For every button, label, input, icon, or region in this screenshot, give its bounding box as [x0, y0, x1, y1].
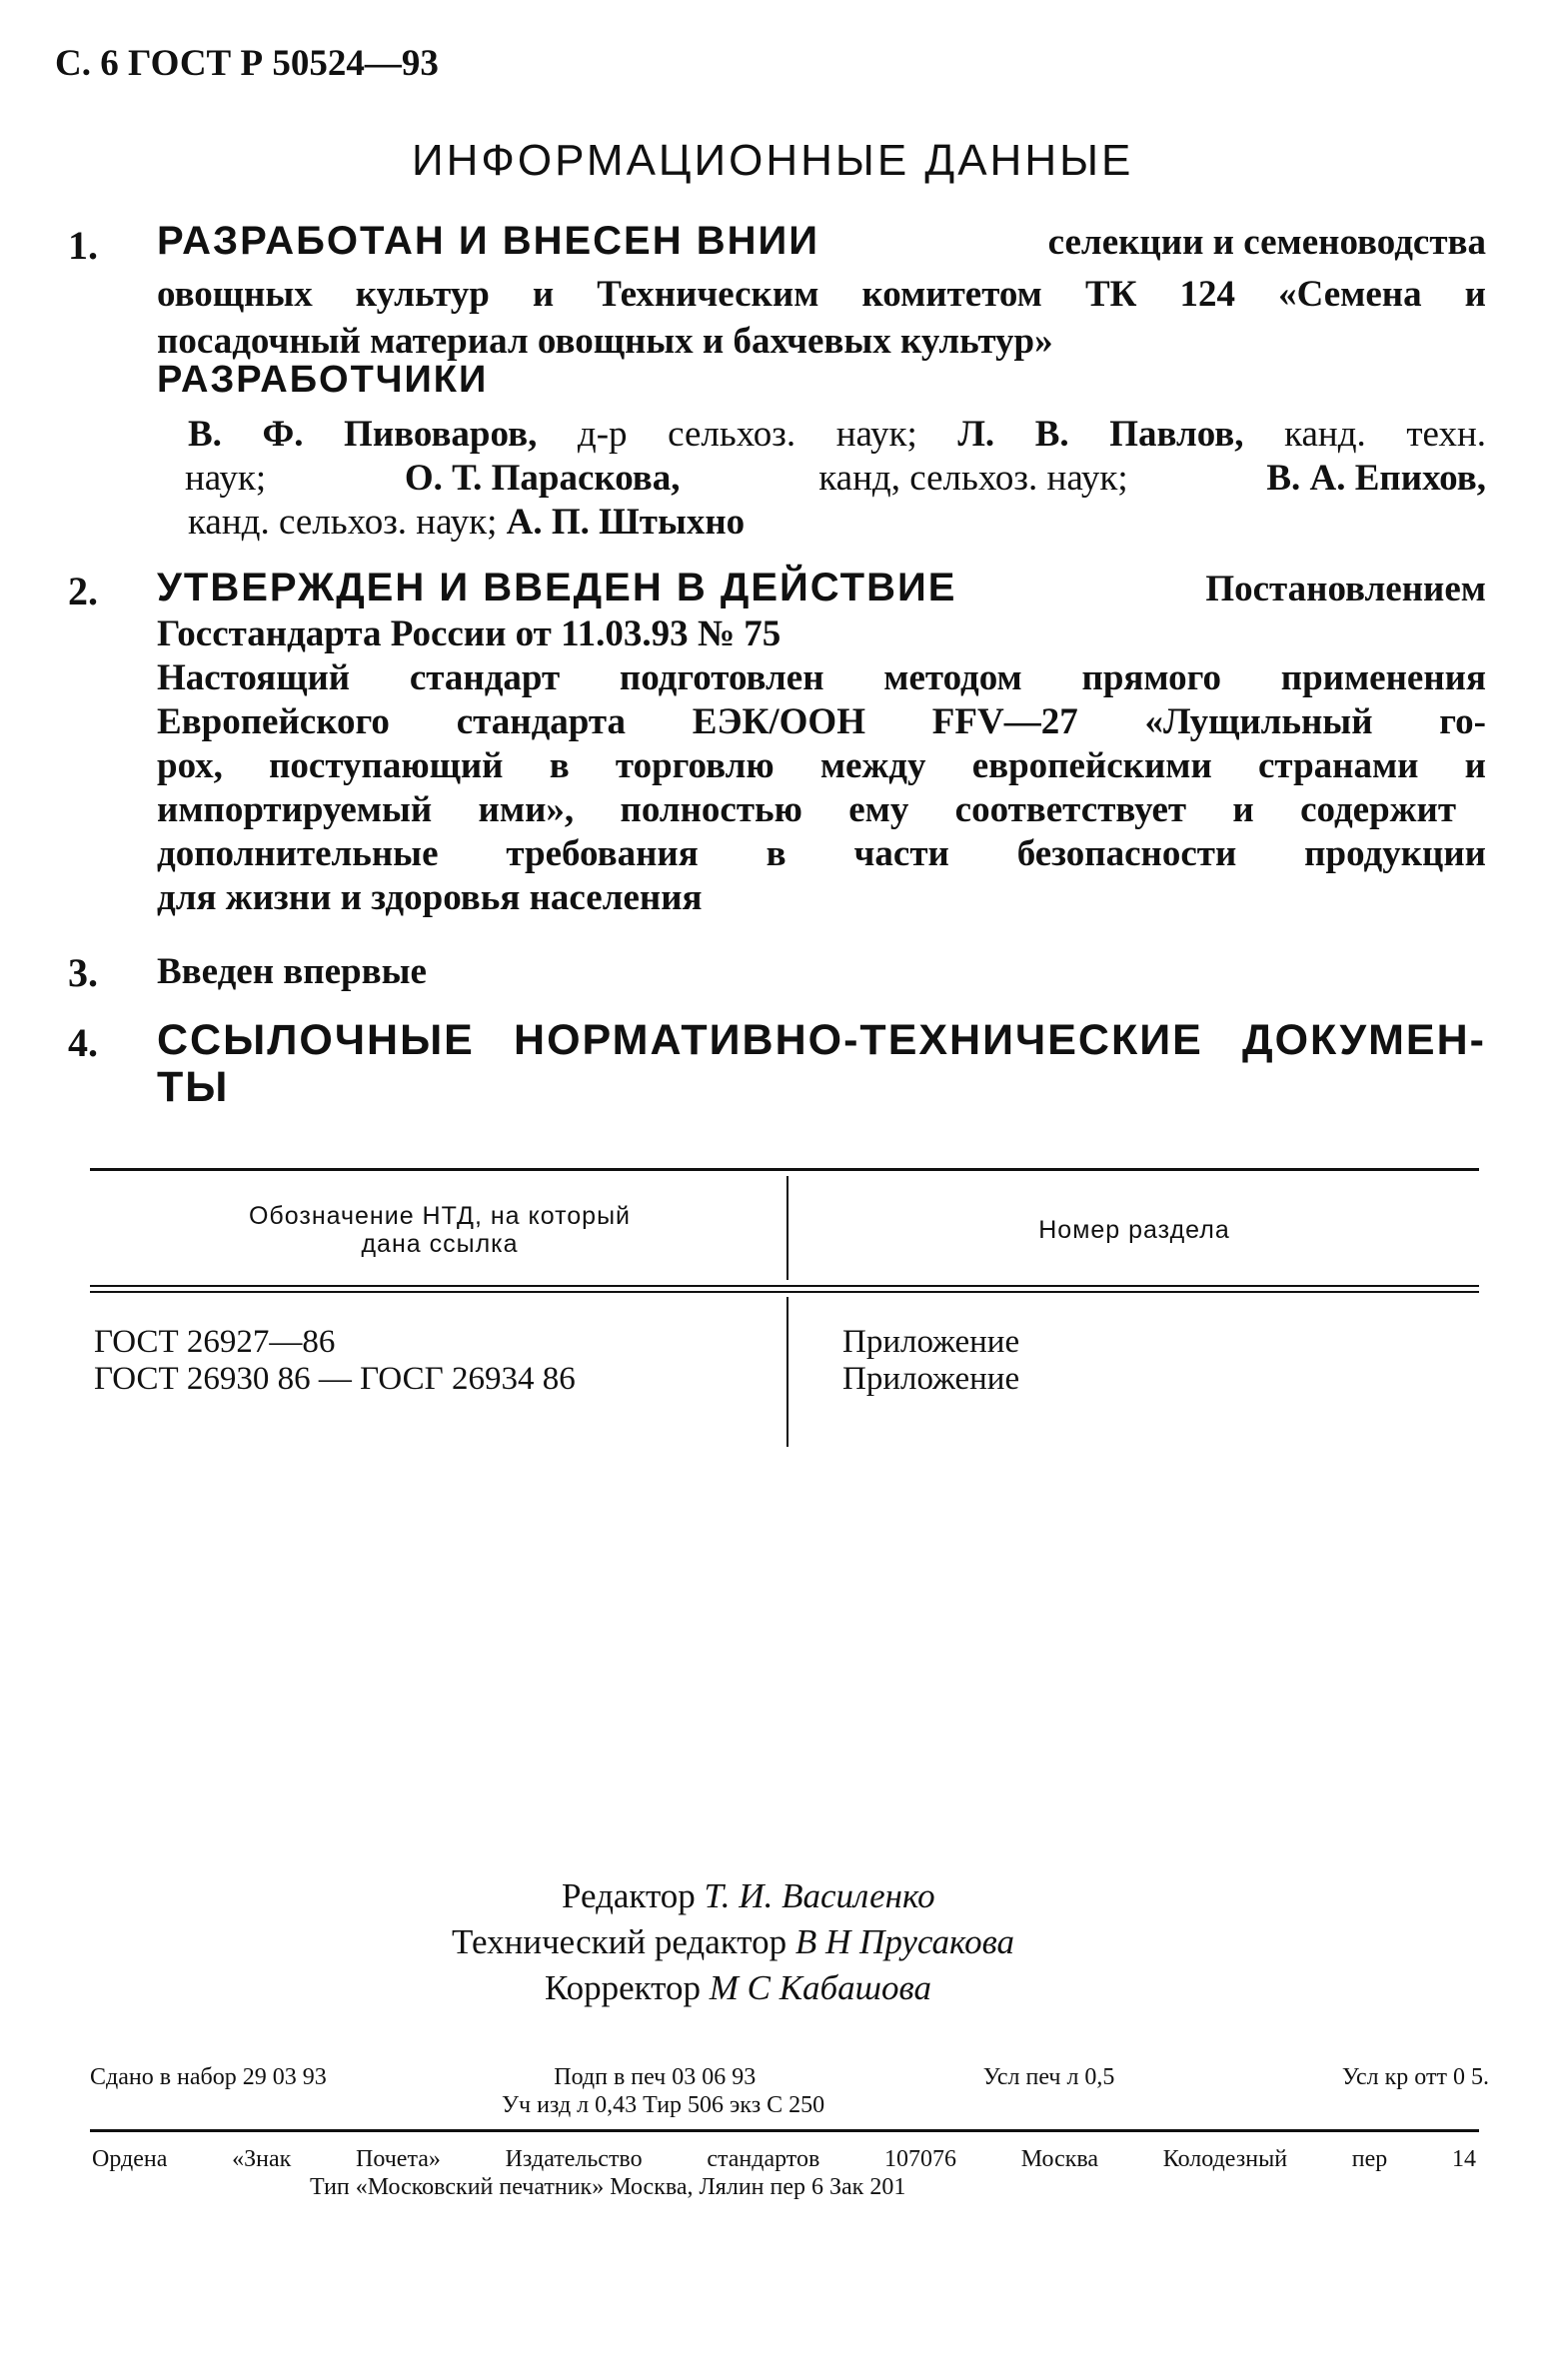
developer-2-name: Л. В. Павлов, [957, 414, 1244, 455]
section-2-para-line: дополнительные требования в части безопасности продукции [157, 833, 1486, 874]
imprint-line-1 [90, 2064, 1489, 2091]
developer-4-title: канд. сельхоз. наук; [188, 502, 498, 543]
document-title: ИНФОРМАЦИОННЫЕ ДАННЫЕ [412, 136, 1134, 185]
imprint-typeset-date: Сдано в набор 29 03 93 [90, 2064, 327, 2090]
developers-line-3 [188, 501, 745, 544]
section-2-para-line: Настоящий стандарт подготовлен методом прямого применения [157, 657, 1486, 698]
credit-corrector-role: Корректор [545, 1968, 702, 2007]
imprint-line-4: Тип «Московский печатник» Москва, Лялин пер 6 Зак 201 [310, 2174, 906, 2200]
imprint-line-2: Уч изд л 0,43 Тир 506 экз С 250 [502, 2092, 825, 2118]
credit-tech-editor-name: В Н Прусакова [794, 1922, 1015, 1961]
developers-line-2 [185, 457, 1486, 500]
developer-1-title: д-р сельхоз. наук; [577, 414, 917, 455]
developer-1-name: В. Ф. Пивоваров, [188, 414, 538, 455]
page-header: С. 6 ГОСТ Р 50524—93 [55, 43, 439, 84]
section-1-number: 1. [68, 223, 98, 268]
credit-corrector [545, 1968, 931, 2008]
section-1-line-1-rest: селекции и семеноводства [1047, 222, 1486, 263]
imprint-print-date: Подп в печ 03 06 93 [554, 2064, 757, 2090]
imprint-color-prints: Усл кр отт 0 5. [1341, 2064, 1489, 2090]
section-4-line-2: ТЫ [157, 1063, 230, 1111]
section-4-line-1: ССЫЛОЧНЫЕ НОРМАТИВНО-ТЕХНИЧЕСКИЕ ДОКУМЕН- [157, 1016, 1486, 1064]
section-3-number: 3. [68, 950, 98, 995]
table-header-rule-1 [90, 1285, 1479, 1287]
section-4-number: 4. [68, 1020, 98, 1065]
developer-5-name: А. П. Штыхно [506, 502, 746, 543]
table-row-1-section: Приложение [842, 1324, 1020, 1360]
table-header-designation [150, 1202, 730, 1258]
developer-2-title-a: канд. техн. [1284, 414, 1487, 455]
table-row-1-doc: ГОСТ 26927—86 [94, 1324, 336, 1360]
table-header-designation-line-1: Обозначение НТД, на который [248, 1202, 632, 1230]
table-header-section: Номер раздела [1038, 1216, 1230, 1244]
table-top-rule [90, 1168, 1479, 1171]
table-body-divider [786, 1297, 788, 1447]
imprint-rule [90, 2129, 1479, 2132]
section-1-line-1 [157, 219, 1486, 264]
credit-tech-editor [452, 1922, 1014, 1962]
section-2-para-line: для жизни и здоровья населения [157, 877, 703, 918]
credit-editor [562, 1876, 935, 1916]
section-2-line-1 [157, 566, 1486, 610]
developer-4-name: В. А. Епихов, [1266, 458, 1486, 499]
section-2-line-2: Госстандарта России от 11.03.93 № 75 [157, 613, 781, 654]
section-1-line-2: овощных культур и Техническим комитетом ТК 124 «Семена и [157, 274, 1486, 315]
table-header-divider [786, 1176, 788, 1280]
section-2-para-line: импортируемый ими», полностью ему соответствует и содержит [157, 789, 1456, 830]
section-1-lead: РАЗРАБОТАН И ВНЕСЕН ВНИИ [157, 219, 819, 263]
table-row-2-section: Приложение [842, 1361, 1020, 1397]
imprint-print-sheets: Усл печ л 0,5 [982, 2064, 1115, 2090]
table-header-designation-line-2: дана ссылка [361, 1230, 519, 1258]
table-row-2-doc: ГОСТ 26930 86 — ГОСГ 26934 86 [94, 1361, 576, 1397]
section-2-para-line: Европейского стандарта ЕЭК/ООН FFV—27 «Лущильный го- [157, 701, 1486, 742]
developer-3-title: канд, сельхоз. наук; [818, 458, 1128, 499]
section-3-text: Введен впервые [157, 951, 427, 992]
section-1-line-3: посадочный материал овощных и бахчевых культур» [157, 321, 1053, 362]
credit-editor-role: Редактор [562, 1876, 696, 1915]
developers-heading: РАЗРАБОТЧИКИ [157, 359, 489, 401]
imprint-line-3: Ордена «Знак Почета» Издательство стандартов 107076 Москва Колодезный пер 14 [92, 2146, 1476, 2172]
developers-line-1 [188, 413, 1486, 456]
credit-corrector-name: М С Кабашова [709, 1968, 931, 2007]
section-2-line-1-rest: Постановлением [1205, 569, 1486, 609]
table-header-rule-2 [90, 1291, 1479, 1293]
credit-tech-editor-role: Технический редактор [452, 1922, 787, 1961]
developer-3-name: О. Т. Параскова, [404, 458, 681, 499]
developer-2-title-b: наук; [185, 458, 267, 499]
section-2-number: 2. [68, 569, 98, 613]
credit-editor-name: Т. И. Василенко [704, 1876, 935, 1915]
section-2-lead: УТВЕРЖДЕН И ВВЕДЕН В ДЕЙСТВИЕ [157, 566, 957, 609]
section-2-para-line: рох, поступающий в торговлю между европейскими странами и [157, 745, 1486, 786]
